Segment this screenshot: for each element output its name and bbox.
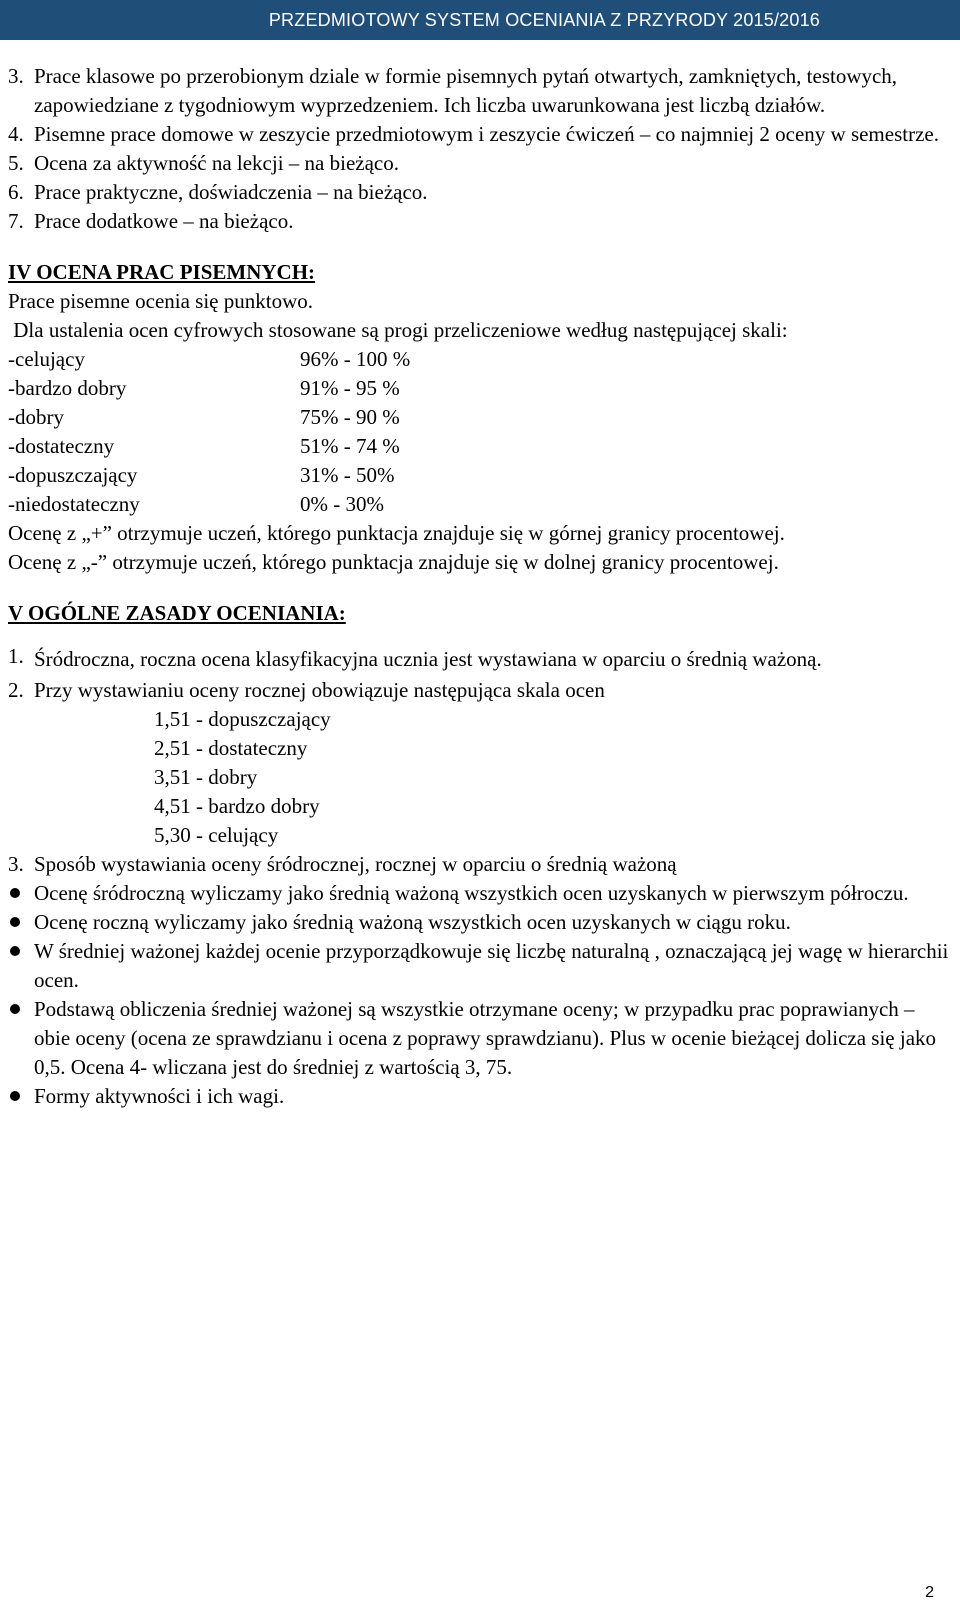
list-item: 6. Prace praktyczne, doświadczenia – na bieżąco. (8, 180, 428, 204)
scale-entry: 3,51 - dobry (154, 765, 258, 789)
list-item: 1. Śródroczna, roczna ocena klasyfikacyjna ucznia jest wystawiana w oparciu o średnią ważoną. (8, 644, 822, 671)
bullet-icon (8, 908, 34, 937)
bullet-icon (8, 995, 34, 1082)
bullet-item: W średniej ważonej każdej ocenie przyporządkowuje się liczbę naturalną , oznaczającą jej wagę w hierarchii ocen. (8, 937, 952, 995)
header-title: PRZEDMIOTOWY SYSTEM OCENIANIA Z PRZYRODY 2015/2016 (268, 9, 820, 30)
annual-grade-scale (8, 705, 952, 850)
list-item: 7. Prace dodatkowe – na bieżąco. (8, 209, 294, 233)
document-header (0, 0, 960, 40)
page-number: 2 (925, 1584, 934, 1601)
bullet-item: Formy aktywności i ich wagi. (8, 1082, 952, 1111)
scale-entry: 2,51 - dostateczny (154, 736, 308, 760)
plus-note: Ocenę z „+” otrzymuje uczeń, którego punktacja znajduje się w górnej granicy procentowej. (8, 521, 785, 545)
scale-row: -niedostateczny 0% - 30% (8, 492, 384, 516)
section-intro: Prace pisemne ocenia się punktowo. (8, 289, 313, 313)
grading-scale-table (8, 345, 952, 519)
bullet-list (8, 879, 952, 1111)
list-item: 3. Sposób wystawiania oceny śródrocznej, rocznej w oparciu o średnią ważoną (8, 852, 677, 876)
list-item: 3. Prace klasowe po przerobionym dziale w formie pisemnych pytań otwartych, zamkniętych, testowych, zapowiedziane z tygodniowym wyprzedzeniem. Ich liczba uwarunkowana jest liczbą działów. (8, 64, 898, 117)
list-item: 4. Pisemne prace domowe w zeszycie przedmiotowym i zeszycie ćwiczeń – co najmniej 2 oceny w semestrze. (8, 122, 939, 146)
bullet-icon (8, 937, 34, 995)
bullet-icon (8, 879, 34, 908)
section-heading-general-rules: V OGÓLNE ZASADY OCENIANIA: (8, 601, 346, 625)
list-item: 5. Ocena za aktywność na lekcji – na bieżąco. (8, 151, 399, 175)
scale-entry: 4,51 - bardzo dobry (154, 794, 320, 818)
scale-row: -dobry 75% - 90 % (8, 405, 400, 429)
scale-row: -dostateczny 51% - 74 % (8, 434, 400, 458)
scale-intro: Dla ustalenia ocen cyfrowych stosowane są progi przeliczeniowe według następującej skali: (8, 318, 788, 342)
scale-row: -celujący 96% - 100 % (8, 347, 411, 371)
bullet-item: Ocenę śródroczną wyliczamy jako średnią ważoną wszystkich ocen uzyskanych w pierwszym półroczu. (8, 879, 952, 908)
document-body (8, 62, 952, 1111)
section-heading-written-work: IV OCENA PRAC PISEMNYCH: (8, 260, 316, 284)
bullet-item: Podstawą obliczenia średniej ważonej są wszystkie otrzymane oceny; w przypadku prac poprawianych – obie oceny (ocena ze sprawdzianu i ocena z poprawy sprawdzianu). Plus w ocenie bieżącej dolicza się jako 0,5. Ocena 4- wliczana jest do średniej z wartością 3, 75. (8, 995, 952, 1082)
scale-row: -dopuszczający 31% - 50% (8, 463, 395, 487)
scale-row: -bardzo dobry 91% - 95 % (8, 376, 400, 400)
bullet-icon (8, 1082, 34, 1111)
bullet-item: Ocenę roczną wyliczamy jako średnią ważoną wszystkich ocen uzyskanych w ciągu roku. (8, 908, 952, 937)
assessment-forms-list (8, 62, 952, 236)
minus-note: Ocenę z „-” otrzymuje uczeń, którego punktacja znajduje się w dolnej granicy procentowej. (8, 550, 779, 574)
list-item: 2. Przy wystawianiu oceny rocznej obowiązuje następująca skala ocen (8, 678, 605, 702)
scale-entry: 1,51 - dopuszczający (154, 707, 331, 731)
scale-entry: 5,30 - celujący (154, 823, 279, 847)
